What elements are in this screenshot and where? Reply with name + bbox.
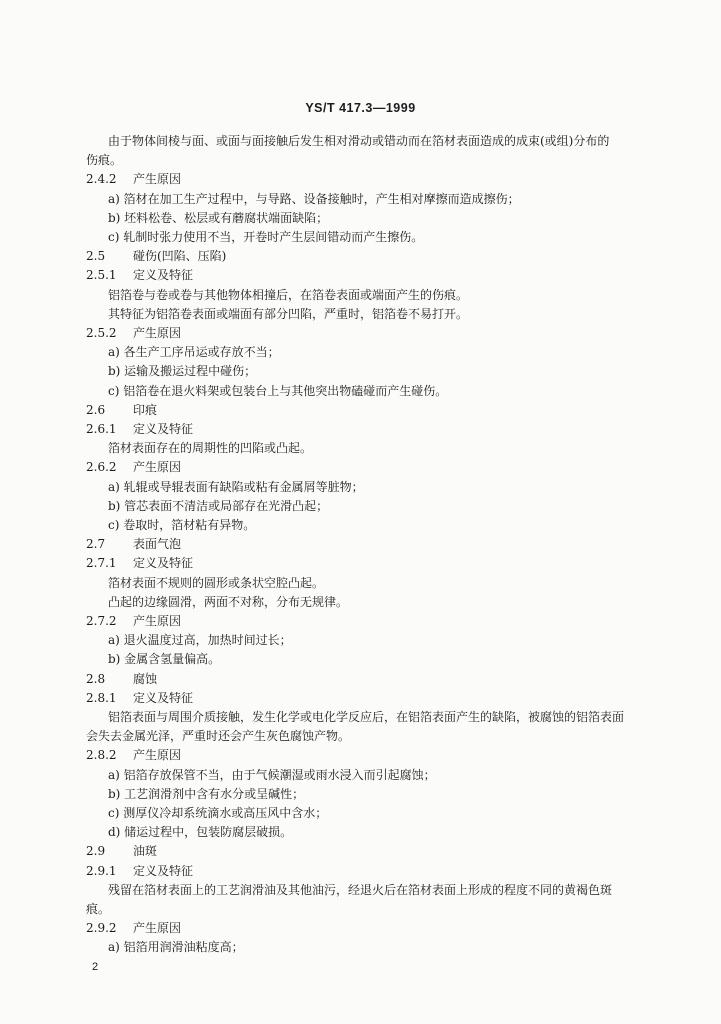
section-heading	[0, 669, 721, 690]
section-title: 腐蚀	[133, 671, 158, 686]
paragraph-line: 箔材表面不规则的圆形或条状空腔凸起。	[108, 575, 325, 590]
list-item: a) 轧辊或导辊表面有缺陷或粘有金属屑等脏物；	[108, 479, 364, 494]
section-heading	[0, 841, 721, 862]
paragraph-line: 其特征为铝箔卷表面或端面有部分凹陷，严重时，铝箔卷不易打开。	[108, 306, 469, 321]
section-heading	[0, 169, 721, 190]
list-item: a) 退火温度过高，加热时间过长；	[108, 633, 292, 648]
list-item: c) 轧制时张力使用不当，开卷时产生层间错动而产生擦伤。	[108, 230, 424, 244]
section-heading	[0, 553, 721, 574]
section-heading	[0, 400, 721, 421]
section-heading	[0, 323, 721, 344]
section-number: 2.6	[86, 402, 106, 417]
section-title: 定义及特征	[133, 690, 194, 705]
list-item: b) 金属含氢量偏高。	[108, 652, 221, 667]
paragraph-line: 铝箔卷与卷或卷与其他物体相撞后，在箔卷表面或端面产生的伤痕。	[108, 287, 469, 302]
section-heading	[0, 246, 721, 267]
section-number: 2.8	[86, 671, 106, 686]
section-title: 产生原因	[133, 614, 182, 628]
section-title: 产生原因	[133, 172, 182, 187]
section-title: 产生原因	[133, 921, 182, 936]
paragraph-line: 痕。	[86, 902, 111, 916]
list-item: c) 测厚仪冷却系统滴水或高压风中含水；	[108, 806, 328, 820]
list-item: b) 运输及搬运过程中碰伤；	[108, 364, 257, 379]
standard-code-header: YS/T 417.3—1999	[305, 101, 416, 115]
list-item: d) 储运过程中，包装防腐层破损。	[108, 825, 293, 840]
section-number: 2.6.1	[86, 422, 117, 436]
section-number: 2.9.1	[86, 863, 117, 878]
paragraph-line: 铝箔表面与周围介质接触，发生化学或电化学反应后，在铝箔表面产生的缺陷，被腐蚀的铝箔表面	[108, 710, 625, 724]
list-item: c) 卷取时，箔材粘有异物。	[108, 518, 256, 532]
list-item: b) 坯料松卷、松层或有蘑腐状端面缺陷；	[108, 210, 329, 225]
section-number: 2.5.1	[86, 268, 117, 283]
section-number: 2.5	[86, 249, 106, 264]
section-title: 定义及特征	[133, 556, 194, 571]
list-item: a) 铝箔用润滑油粘度高；	[108, 940, 244, 955]
paragraph-line: 凸起的边缘圆滑，两面不对称，分布无规律。	[108, 594, 349, 609]
paragraph-line: 箔材表面存在的周期性的凹陷或凸起。	[108, 441, 313, 456]
paragraph-line: 由于物体间棱与面、或面与面接触后发生相对滑动或错动而在箔材表面造成的成束(或组)分布的	[108, 134, 610, 148]
paragraph-line: 残留在箔材表面上的工艺润滑油及其他油污，经退火后在箔材表面上形成的程度不同的黄褐色斑	[108, 882, 613, 897]
page-number: 2	[92, 961, 99, 973]
section-number: 2.9.2	[86, 921, 117, 936]
section-number: 2.7.2	[86, 614, 117, 628]
section-title: 定义及特征	[133, 422, 194, 436]
paragraph-line: 伤痕。	[86, 153, 123, 168]
section-heading	[0, 265, 721, 286]
section-heading	[0, 457, 721, 478]
list-item: b) 工艺润滑剂中含有水分或呈碱性；	[108, 786, 305, 801]
section-title: 碰伤(凹陷、压陷)	[133, 249, 227, 264]
section-heading	[0, 918, 721, 939]
section-title: 产生原因	[133, 748, 182, 763]
section-heading	[0, 534, 721, 555]
section-heading	[0, 745, 721, 766]
section-heading	[0, 688, 721, 709]
section-number: 2.6.2	[86, 460, 117, 475]
section-heading	[0, 611, 721, 632]
list-item: a) 箔材在加工生产过程中，与导路、设备接触时，产生相对摩擦而造成擦伤；	[108, 191, 520, 206]
section-title: 油斑	[133, 844, 158, 859]
section-heading	[0, 419, 721, 440]
section-title: 定义及特征	[133, 863, 194, 878]
section-number: 2.4.2	[86, 172, 117, 187]
section-title: 印痕	[133, 402, 158, 417]
section-number: 2.8.2	[86, 748, 117, 763]
paragraph-line: 会失去金属光泽，严重时还会产生灰色腐蚀产物。	[86, 729, 351, 744]
section-heading	[0, 861, 721, 882]
list-item: b) 管芯表面不清洁或局部存在光滑凸起；	[108, 498, 329, 513]
list-item: a) 各生产工序吊运或存放不当；	[108, 345, 280, 360]
section-title: 产生原因	[133, 460, 182, 475]
section-title: 表面气泡	[133, 537, 182, 552]
section-number: 2.7.1	[86, 556, 117, 571]
section-number: 2.9	[86, 844, 106, 859]
section-number: 2.7	[86, 537, 106, 552]
section-number: 2.5.2	[86, 326, 117, 340]
section-title: 定义及特征	[133, 268, 194, 283]
list-item: c) 铝箔卷在退火料架或包装台上与其他突出物磕碰而产生碰伤。	[108, 383, 448, 398]
list-item: a) 铝箔存放保管不当，由于气候潮湿或雨水浸入而引起腐蚀；	[108, 767, 436, 782]
section-title: 产生原因	[133, 326, 182, 340]
section-number: 2.8.1	[86, 690, 117, 705]
